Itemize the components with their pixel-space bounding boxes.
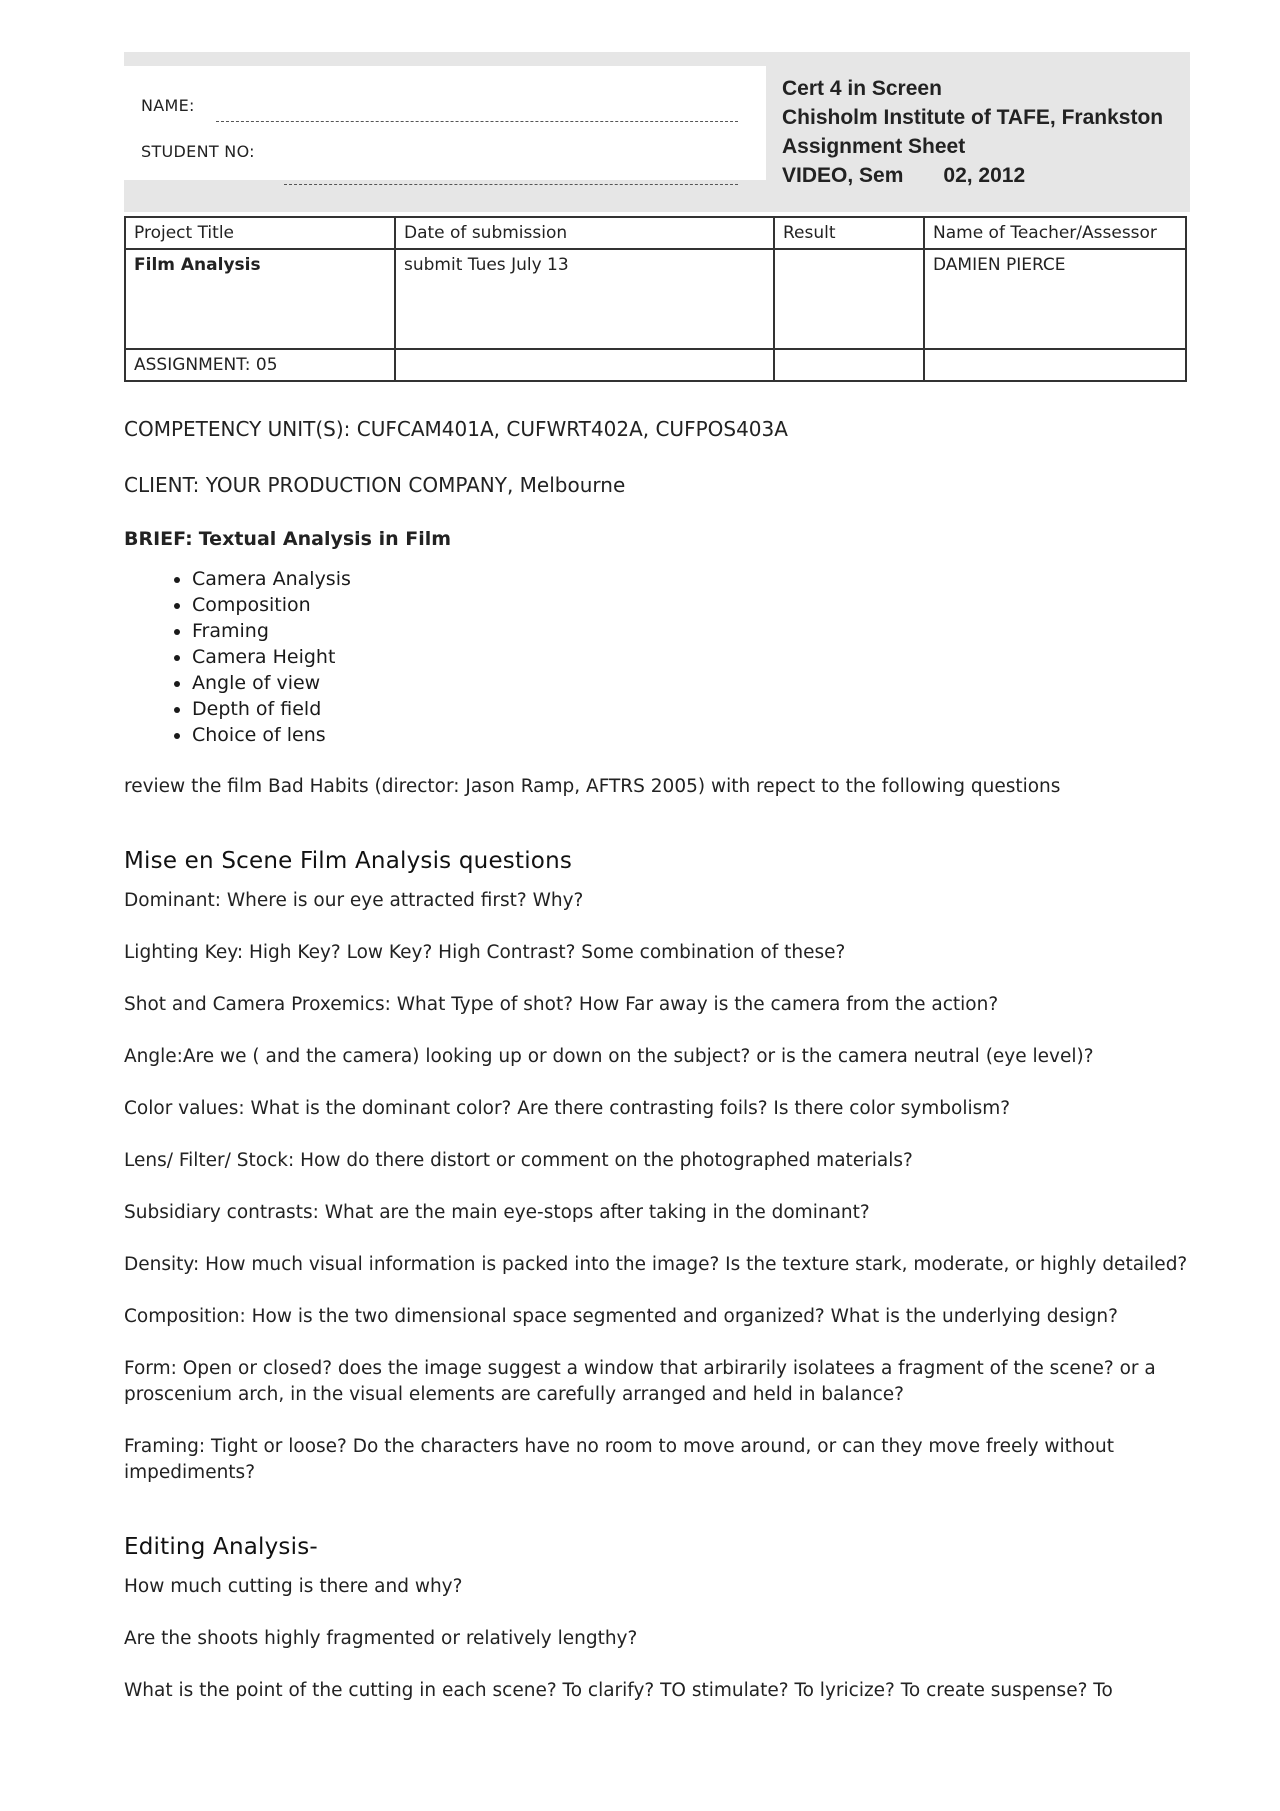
submission-date-value: submit Tues July 13 bbox=[395, 249, 774, 349]
table-header-row bbox=[125, 217, 1186, 249]
question-density: Density: How much visual information is packed into the image? Is the texture stark, moderate, or highly detailed? bbox=[124, 1254, 1188, 1275]
sem-year: 02, 2012 bbox=[943, 164, 1026, 187]
name-field-line bbox=[216, 121, 738, 122]
assignment-sheet bbox=[124, 52, 1190, 1704]
list-item: • Depth of field bbox=[192, 696, 1190, 722]
sheet-type: Assignment Sheet bbox=[782, 135, 966, 158]
institute-name: Chisholm Institute of TAFE, Frankston bbox=[782, 106, 1164, 129]
list-item: • Framing bbox=[192, 618, 1190, 644]
question-angle: Angle:Are we ( and the camera) looking up or down on the subject? or is the camera neutral (eye level)? bbox=[124, 1046, 1094, 1067]
question-lighting: Lighting Key: High Key? Low Key? High Contrast? Some combination of these? bbox=[124, 942, 846, 963]
empty-cell bbox=[924, 349, 1186, 381]
result-value bbox=[774, 249, 924, 349]
question-fragmented: Are the shoots highly fragmented or relatively lengthy? bbox=[124, 1628, 638, 1649]
project-table bbox=[124, 216, 1187, 382]
question-lens: Lens/ Filter/ Stock: How do there distort or comment on the photographed materials? bbox=[124, 1150, 913, 1171]
student-no-field-line bbox=[284, 184, 738, 185]
list-item: • Camera Analysis bbox=[192, 566, 1190, 592]
question-form: Form: Open or closed? does the image suggest a window that arbirarily isolatees a fragment of the scene? or a proscenium arch, in the visual elements are carefully arranged and held in balance? bbox=[124, 1358, 1156, 1405]
question-cutting-point: What is the point of the cutting in each scene? To clarify? TO stimulate? To lyricize? To create suspense? To bbox=[124, 1680, 1113, 1701]
question-color: Color values: What is the dominant color? Are there contrasting foils? Is there color symbolism? bbox=[124, 1098, 1011, 1119]
question-dominant: Dominant: Where is our eye attracted first? Why? bbox=[124, 890, 584, 911]
header-teacher: Name of Teacher/Assessor bbox=[924, 217, 1186, 249]
mise-en-scene-heading: Mise en Scene Film Analysis questions bbox=[124, 848, 573, 874]
empty-cell bbox=[774, 349, 924, 381]
assignment-number: ASSIGNMENT: 05 bbox=[125, 349, 395, 381]
review-instruction: review the film Bad Habits (director: Jason Ramp, AFTRS 2005) with repect to the following questions bbox=[124, 776, 1061, 797]
course-info bbox=[782, 74, 1163, 190]
student-no-label: STUDENT NO: bbox=[141, 142, 255, 161]
header-band bbox=[124, 52, 1190, 212]
teacher-value: DAMIEN PIERCE bbox=[924, 249, 1186, 349]
header-result: Result bbox=[774, 217, 924, 249]
competency-units: COMPETENCY UNIT(S): CUFCAM401A, CUFWRT402A, CUFPOS403A bbox=[124, 417, 788, 441]
question-proxemics: Shot and Camera Proxemics: What Type of shot? How Far away is the camera from the action? bbox=[124, 994, 999, 1015]
sem-label: VIDEO, Sem bbox=[782, 164, 904, 187]
brief-label: BRIEF: bbox=[124, 528, 193, 550]
client-line: CLIENT: YOUR PRODUCTION COMPANY, Melbourne bbox=[124, 473, 626, 497]
list-item: • Angle of view bbox=[192, 670, 1190, 696]
name-label: NAME: bbox=[141, 96, 195, 115]
semester-line bbox=[782, 161, 1163, 190]
editing-heading: Editing Analysis- bbox=[124, 1534, 318, 1560]
student-details-box bbox=[124, 66, 766, 180]
brief-list bbox=[124, 566, 1190, 748]
list-item: • Composition bbox=[192, 592, 1190, 618]
table-row bbox=[125, 249, 1186, 349]
course-title: Cert 4 in Screen bbox=[782, 77, 942, 100]
header-project-title: Project Title bbox=[125, 217, 395, 249]
list-item: • Choice of lens bbox=[192, 722, 1190, 748]
question-cutting: How much cutting is there and why? bbox=[124, 1576, 463, 1597]
list-item: • Camera Height bbox=[192, 644, 1190, 670]
header-date-of-submission: Date of submission bbox=[395, 217, 774, 249]
table-assignment-row bbox=[125, 349, 1186, 381]
question-composition: Composition: How is the two dimensional space segmented and organized? What is the underlying design? bbox=[124, 1306, 1118, 1327]
empty-cell bbox=[395, 349, 774, 381]
brief-heading bbox=[124, 526, 1190, 552]
brief-title: Textual Analysis in Film bbox=[198, 528, 452, 550]
project-title-value: Film Analysis bbox=[125, 249, 395, 349]
question-framing: Framing: Tight or loose? Do the characters have no room to move around, or can they move freely without impediments? bbox=[124, 1436, 1114, 1483]
question-subsidiary: Subsidiary contrasts: What are the main eye-stops after taking in the dominant? bbox=[124, 1202, 870, 1223]
